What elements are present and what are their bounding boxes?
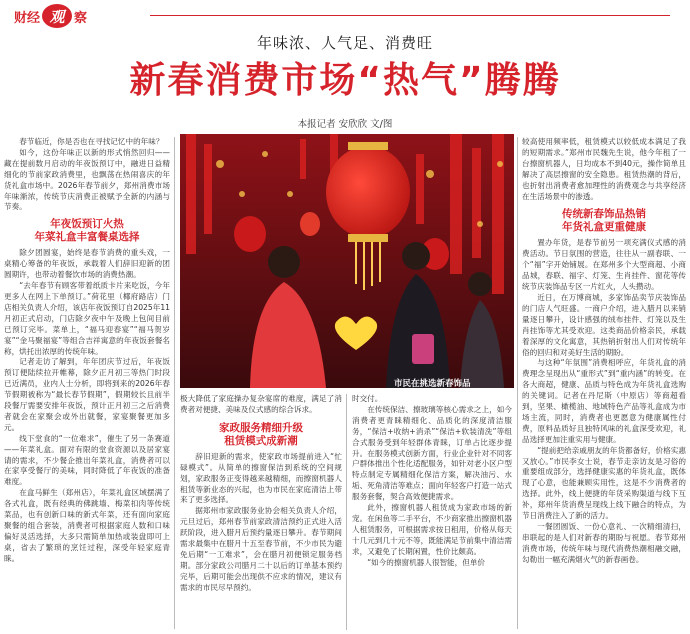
section-heading-3 bbox=[522, 208, 686, 234]
section-heading-line: 家政服务精细升级 bbox=[219, 421, 303, 434]
paragraph: 如今，这份年味正以新的形式悄然回归——藏在提前数月启动的年夜饭预订中，融进日益精细化的节前家政消费里，也飘荡在热闹喜庆的年货礼盒市场中。2026年春节前夕，郑州消费市场年味渐浓，传统节庆消费正被赋予全新的内涵与节奏。 bbox=[4, 147, 170, 212]
section-heading-line: 年货礼盒更重健康 bbox=[562, 221, 646, 234]
paragraph: 辞旧迎新的需求，使家政市场提前进入“忙碌模式”。从简单的擦窗保洁到系统的空间规划，家政服务正变得越来越精细，而擦窗机器人租赁等新业态的兴起，也为市民在家庭清洁上带来了更多选择。 bbox=[180, 451, 342, 505]
paragraph: 据郑州市家政服务业协会相关负责人介绍，元旦过后，郑州春节前家政清洁预约正式进入活跃阶段，进入腊月后预约量逐日攀升。春节期间需求最集中在腊月十五至春节前，不少市民为避免后期“一工难求”，会在腊月初便锁定服务档期。部分家政公司腊月二十以后的订单基本预约完毕，后期可能会出现供不应求的情况，建议有需求的市民尽早预约。 bbox=[180, 506, 342, 592]
column-divider bbox=[517, 137, 518, 629]
section-heading-line: 年菜礼盒丰富餐桌选择 bbox=[34, 231, 140, 244]
section-heading-line: 年夜饭预订火热 bbox=[50, 218, 124, 231]
column-3 bbox=[352, 394, 512, 630]
header-rule bbox=[150, 15, 670, 16]
photo-illustration bbox=[180, 134, 514, 388]
paragraph: 春节临近，你是否也在寻找记忆中的年味？ bbox=[19, 137, 164, 146]
paragraph: 一餐团圆饭、一份心意礼、一次精细清扫，串联起的是人们对新春的期盼与祝愿。春节郑州消费市场，传统年味与现代消费热潮相融交融，勾勒出一幅充满烟火气的新春画卷。 bbox=[522, 522, 686, 564]
section-heading-2 bbox=[180, 422, 342, 448]
paragraph: 时交付。 bbox=[352, 394, 383, 403]
paragraph: “去年春节有顾客带着纸质卡片来吃饭，今年更多人在网上下单预订。”荷花里（椰府路店）门店相关负责人介绍，该店年夜饭预订自2025年11月初正式启动，门店除夕夜中午及晚上包间目前已预订完毕。菜单上，“福马迎春宴”“福马贺岁宴”“金马聚福宴”等组合吉祥寓意的年夜饭套餐名称，烘托出浓厚的传统年味。 bbox=[4, 281, 170, 356]
column-tag-circle: 观 bbox=[42, 4, 72, 28]
article-headline: 新春消费市场“热气”腾腾 bbox=[129, 60, 561, 101]
paragraph: 线下堂食的“一位难求”，催生了另一条赛道——年菜礼盒。面对有限的堂食资源以及居家宴请的需求，不少餐企推出年菜礼盒，消费者可以在家享受餐厅的美味，同时降低了年夜饭的准备难度。 bbox=[4, 433, 170, 487]
paragraph: “如今的擦窗机器人很智能，但单价 bbox=[367, 557, 486, 567]
paragraph: 极大降低了家庭操办复杂宴席的难度，满足了消费者对便捷、美味及仪式感的综合诉求。 bbox=[180, 394, 342, 414]
column-tag-suffix: 察 bbox=[74, 10, 88, 26]
column-divider bbox=[346, 394, 347, 630]
section-heading-line: 传统新春饰品热销 bbox=[562, 208, 646, 221]
column-1 bbox=[4, 137, 170, 629]
paragraph: 在盒马鲜生（郑州店），年菜礼盒区域摆满了各式礼盒，既有经典的佛跳墙、梅菜扣肉等传统菜品，也有创新口味的新式年菜，还有面向家庭聚餐的组合套装，消费者可根据家庭人数和口味偏好灵活选择，大多只需简单加热或装盘即可上桌，省去了繁琐的烹饪过程，深受年轻家庭青睐。 bbox=[4, 488, 170, 563]
paragraph: 与这种“年氛围”消费相呼应，年货礼盒的消费理念呈现出从“重形式”到“重内涵”的转变。在各大商超，健康、品质与特色成为年货礼盒选购的关键词。记者在丹尼斯（中原店）等商超看到，坚果、橄榄油、地域特色产品等礼盒成为市场主流，同时，消费者也更愿意为健康属性付费，原料品质好且独特风味的礼盒深受欢迎，礼品选择更加注重实用与健康。 bbox=[522, 358, 686, 444]
column-2 bbox=[180, 394, 342, 630]
news-photo bbox=[180, 134, 514, 388]
paragraph: 在传统保洁、擦玻璃等核心需求之上，如今消费者更青睐精细化、品质化的深度清洁服务，“保洁+收纳+消杀”“保洁+软装清洗”等组合式服务受到年轻群体青睐，订单占比逐步提升。在服务模式创新方面，行业企业针对不同客户群体推出个性化适配服务，如针对老小区户型特点制定专属精细化保洁方案，解决油污、水垢、死角清洁等难点；面向年轻客户打造一站式服务套餐，契合高效便捷需求。 bbox=[352, 404, 512, 502]
photo-caption: 市民在挑选新春饰品 bbox=[394, 379, 471, 389]
paragraph: 置办年货，是春节前另一项充满仪式感的消费活动。节日氛围的营造，往往从一副春联、一个“福”字开始铺展。在郑州多个大型商超、小商品城，春联、福字、灯笼、生肖挂件、窗花等传统节庆装饰品专区一片红火，人头攒动。 bbox=[522, 238, 686, 292]
paragraph: 较高使用频率低，租赁模式以较低成本满足了我的短期需求。”郑州市民魏先生说，他今年租了一台擦窗机器人，日均成本不到40元，操作简单且解决了高层擦窗的安全隐患。租赁热潮的背后，也折射出消费者愈加理性的消费观念与共享经济在生活场景中的渗透。 bbox=[522, 137, 686, 201]
section-heading-1 bbox=[4, 218, 170, 244]
article-byline: 本报记者 安欣欣 文/图 bbox=[297, 119, 393, 130]
paragraph: 近日，在万博商城，多家饰品卖节庆装饰品的门店人气旺盛。一商户介绍，进入腊月以来销量逐日攀升，设计感强的绒布挂件、灯笼以及生肖挂饰等尤其受欢迎。这类商品价格亲民，承载着深厚的文化寓意，其热销折射出人们对传统年俗的回归和对美好生活的期盼。 bbox=[522, 292, 686, 357]
section-heading-line: 租赁模式成新潮 bbox=[224, 434, 298, 447]
article-subtitle: 年味浓、人气足、消费旺 bbox=[256, 34, 433, 52]
paragraph: 记者走访了解到，年年团庆节过后，年夜饭预订便陆续拉开帷幕，除夕正月初三等热门时段已近满员，业内人士分析，即将到来的2026年春节假期被称为“最长春节假期”，假期较长且前半段餐厅需要安排年夜饭，预计正月初三之后消费者就会在家聚会或外出就餐，家宴聚餐更加多元。 bbox=[4, 357, 170, 432]
column-tag-prefix: 财经 bbox=[14, 10, 41, 26]
column-4 bbox=[522, 137, 686, 629]
paragraph: 除夕团圆宴，始终是春节消费的重头戏，一桌精心筹备的年夜饭，承载着人们辞旧迎新的团圆期许，也带动着餐饮市场的消费热潮。 bbox=[4, 248, 170, 280]
paragraph: “提前把给亲戚朋友的年货都备好，价格实惠又放心。”市民李女士说，春节走亲访友是习俗的重要组成部分，选择健康实惠的年货礼盒，既体现了心意，也能兼顾实用性，这是不少消费者的选择。此外，线上便捷的年货采购渠道与线下互补，郑州年货消费呈现线上线下融合的特点，为节日消费注入了新的活力。 bbox=[522, 445, 686, 521]
column-divider bbox=[174, 137, 175, 629]
column-tag bbox=[14, 2, 87, 30]
paragraph: 此外，擦窗机器人租赁成为家政市场的新宠。在闲鱼等二手平台，不少商家推出擦窗机器人租赁服务，可根据需求按日租用，价格从每天十几元到几十元不等，既能满足节前集中清洁需求，又避免了长期闲置，性价比颇高。 bbox=[352, 503, 512, 556]
